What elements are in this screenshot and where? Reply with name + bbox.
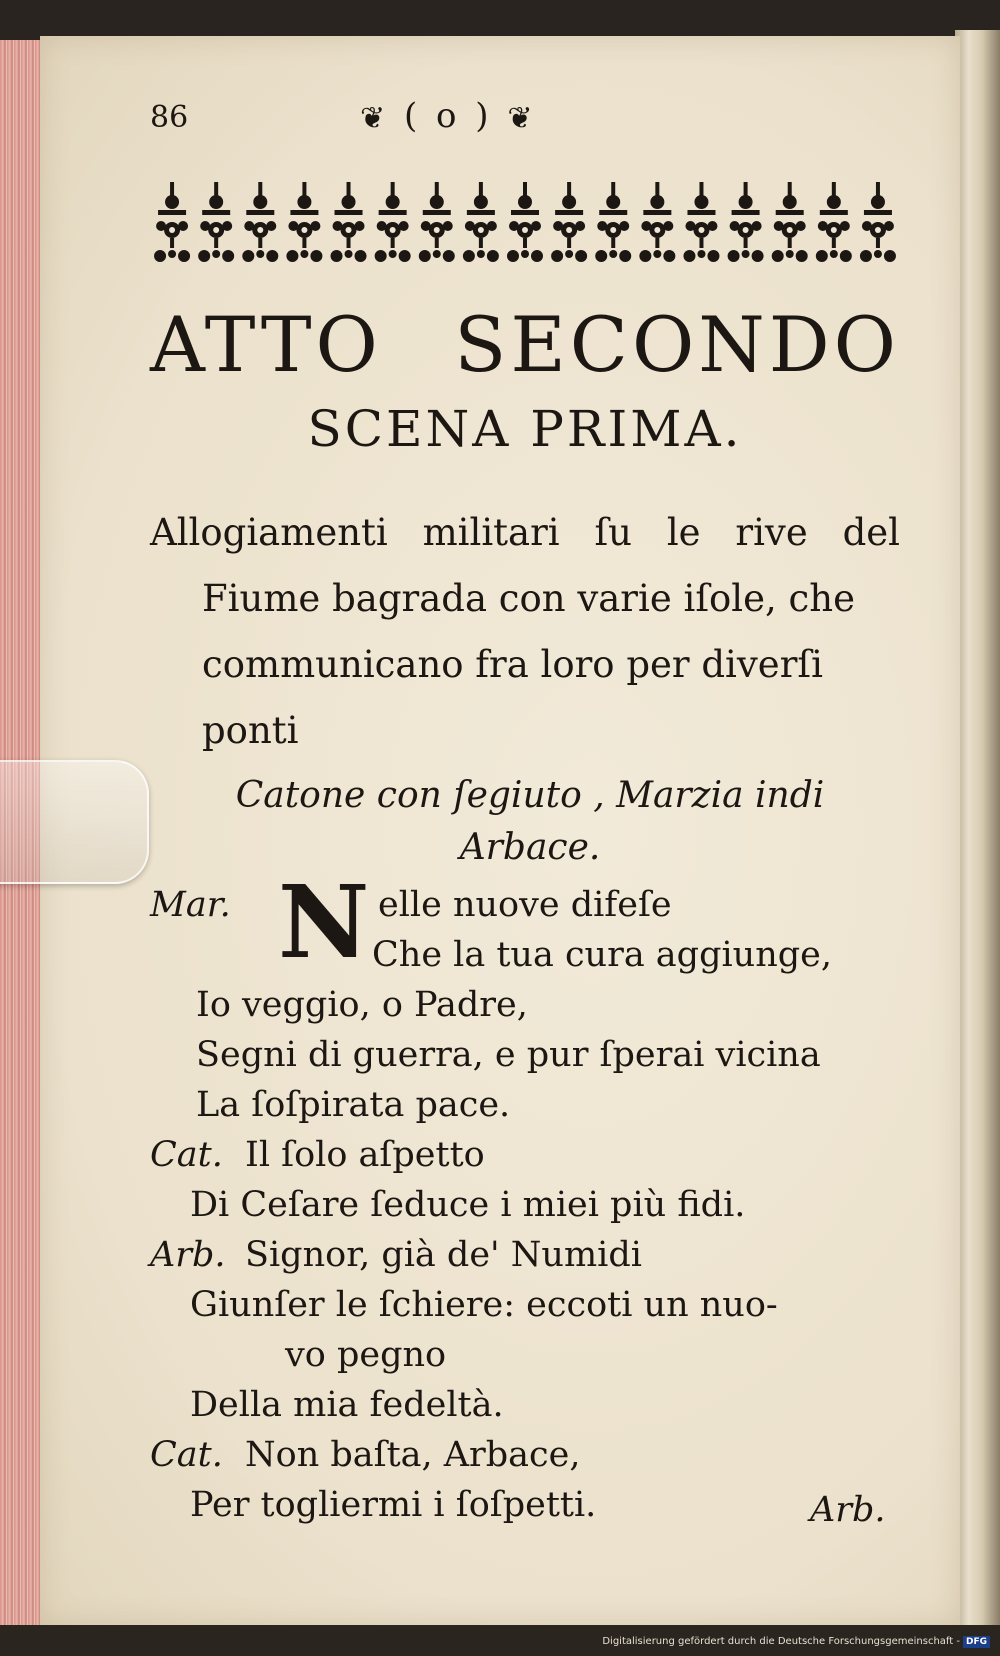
verse-line	[150, 930, 900, 980]
verse-text: Che la tua cura aggiunge,	[372, 935, 833, 975]
ornament-unit	[860, 182, 896, 262]
scene-setting	[150, 500, 900, 764]
verse-text: Per togliermi i ſoſpetti.	[190, 1485, 597, 1525]
verse-text: Il ſolo aſpetto	[245, 1135, 485, 1175]
speaker-label: Arb.	[150, 1235, 226, 1275]
verse-line	[150, 1280, 900, 1330]
flourish-left-icon: ❦	[360, 100, 390, 136]
speaker-label: Mar.	[150, 885, 231, 925]
verse-text: Giunſer le ſchiere: eccoti un nuo-	[190, 1285, 778, 1325]
verse-line	[150, 980, 900, 1030]
setting-line: Fiume bagrada con varie iſole, che	[202, 577, 855, 620]
ornament-unit	[595, 182, 631, 262]
ornament-band-icon	[150, 180, 900, 270]
dfg-logo: DFG	[963, 1636, 990, 1648]
verse-line	[150, 1080, 900, 1130]
verse-text: Non baſta, Arbace,	[245, 1435, 581, 1475]
ornament-unit	[683, 182, 719, 262]
digitization-credit	[560, 1636, 990, 1648]
setting-line: ponti	[202, 709, 299, 752]
flourish-right-icon: ❦	[507, 100, 537, 136]
verse-line	[150, 1130, 900, 1180]
verse-line	[150, 1480, 900, 1530]
ornament-unit	[463, 182, 499, 262]
verse-line	[150, 1180, 900, 1230]
ornament-unit	[639, 182, 675, 262]
verse-text: vo pegno	[285, 1335, 447, 1375]
verse-text: Della mia fedeltà.	[190, 1385, 504, 1425]
ornament-unit	[198, 182, 234, 262]
ornament-unit	[507, 182, 543, 262]
dialogue	[150, 863, 900, 1530]
verse-line	[150, 1330, 900, 1380]
verse-text: La ſoſpirata pace.	[196, 1085, 511, 1125]
verse-line	[150, 880, 900, 930]
characters-on-stage	[200, 770, 860, 874]
setting-line: Allogiamenti militari ſu le rive del	[150, 511, 900, 554]
ornament-unit	[242, 182, 278, 262]
verse-text: elle nuove difeſe	[378, 885, 672, 925]
verse-line	[150, 1230, 900, 1280]
ornament-unit	[419, 182, 455, 262]
ornament-unit	[816, 182, 852, 262]
verse-text: Io veggio, o Padre,	[196, 985, 528, 1025]
right-page-edges	[955, 30, 1000, 1635]
scan-background	[0, 0, 1000, 40]
page-number: 86	[150, 100, 189, 135]
running-head	[360, 96, 537, 136]
credit-text: Digitalisierung gefördert durch die Deutsche Forschungsgemeinschaft -	[602, 1636, 960, 1647]
ornament-unit	[331, 182, 367, 262]
speaker-label: Cat.	[150, 1435, 223, 1475]
scene-title: SCENA PRIMA.	[307, 400, 743, 458]
verse-line	[150, 1030, 900, 1080]
ornament-unit	[154, 182, 190, 262]
characters-line: Catone con ſegiuto , Marzia indi	[235, 775, 825, 816]
verse-line	[150, 1430, 900, 1480]
ornament-unit	[772, 182, 808, 262]
speaker-label: Cat.	[150, 1135, 223, 1175]
ornament-unit	[375, 182, 411, 262]
verse-line	[150, 1380, 900, 1430]
ornament-unit	[728, 182, 764, 262]
verse-text: Di Ceſare ſeduce i miei più fidi.	[190, 1185, 746, 1225]
setting-line: communicano fra loro per diverſi	[202, 643, 823, 686]
verse-text: Signor, già de' Numidi	[245, 1235, 642, 1275]
running-head-center: ( o )	[403, 96, 493, 136]
characters-line: Arbace.	[459, 827, 601, 868]
drop-cap: N	[278, 863, 370, 981]
act-title: ATTO SECONDO	[150, 300, 900, 389]
catchword: Arb.	[810, 1490, 886, 1530]
ornament-unit	[286, 182, 322, 262]
verse-text: Segni di guerra, e pur ſperai vicina	[196, 1035, 821, 1075]
ornament-unit	[551, 182, 587, 262]
page-clip	[0, 760, 149, 884]
